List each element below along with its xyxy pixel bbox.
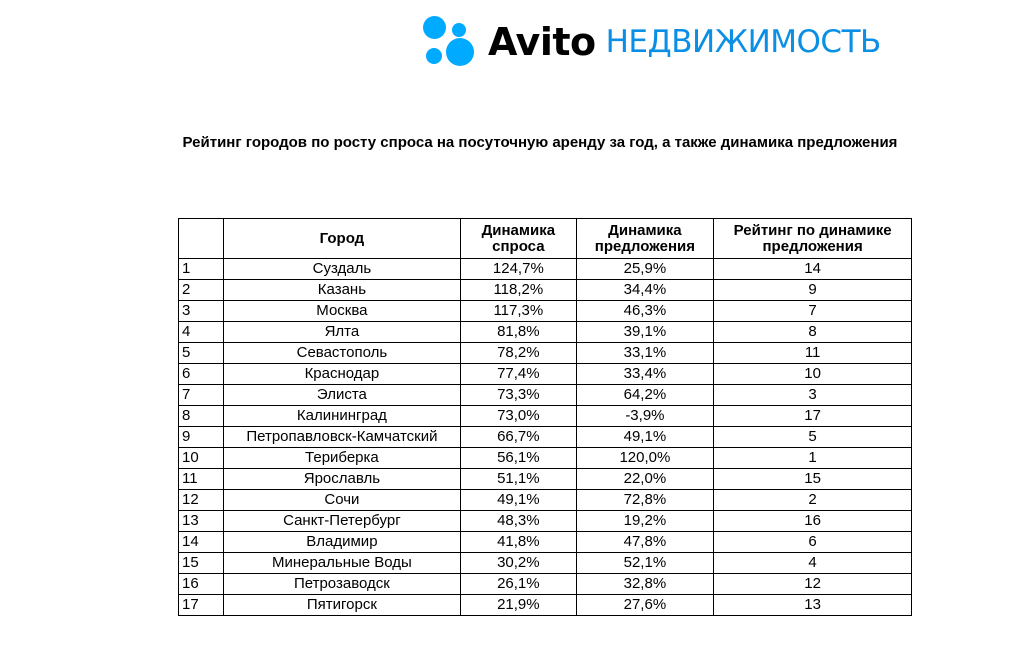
cell-supply: 39,1% <box>576 322 714 343</box>
cell-city: Петропавловск-Камчатский <box>223 427 460 448</box>
cell-supply: -3,9% <box>576 406 714 427</box>
cell-city: Санкт-Петербург <box>223 511 460 532</box>
cell-supply: 64,2% <box>576 385 714 406</box>
cell-supply-rank: 8 <box>714 322 912 343</box>
table-row <box>179 385 912 406</box>
cell-index: 3 <box>179 301 224 322</box>
cell-demand: 41,8% <box>461 532 577 553</box>
cell-supply: 33,1% <box>576 343 714 364</box>
cell-city: Ялта <box>223 322 460 343</box>
cell-demand: 73,3% <box>461 385 577 406</box>
cell-demand: 124,7% <box>461 259 577 280</box>
cell-supply-rank: 11 <box>714 343 912 364</box>
cell-supply-rank: 14 <box>714 259 912 280</box>
cell-demand: 26,1% <box>461 574 577 595</box>
cell-demand: 73,0% <box>461 406 577 427</box>
table-row <box>179 280 912 301</box>
cell-supply: 52,1% <box>576 553 714 574</box>
table-row <box>179 595 912 616</box>
cell-city: Петрозаводск <box>223 574 460 595</box>
table-row <box>179 469 912 490</box>
cell-supply-rank: 5 <box>714 427 912 448</box>
table-header-row <box>179 219 912 259</box>
cell-city: Суздаль <box>223 259 460 280</box>
cell-supply: 33,4% <box>576 364 714 385</box>
cell-supply-rank: 4 <box>714 553 912 574</box>
document-title: Рейтинг городов по росту спроса на посуточную аренду за год, а также динамика предложения <box>182 134 898 151</box>
cell-supply: 32,8% <box>576 574 714 595</box>
cell-index: 15 <box>179 553 224 574</box>
table-row <box>179 301 912 322</box>
cell-index: 6 <box>179 364 224 385</box>
cell-city: Казань <box>223 280 460 301</box>
cell-supply: 46,3% <box>576 301 714 322</box>
table-row <box>179 511 912 532</box>
cell-index: 1 <box>179 259 224 280</box>
cell-demand: 51,1% <box>461 469 577 490</box>
cell-index: 17 <box>179 595 224 616</box>
cell-index: 8 <box>179 406 224 427</box>
cell-demand: 30,2% <box>461 553 577 574</box>
city-rating-table <box>178 218 912 616</box>
cell-demand: 118,2% <box>461 280 577 301</box>
cell-supply: 34,4% <box>576 280 714 301</box>
cell-city: Москва <box>223 301 460 322</box>
cell-supply: 49,1% <box>576 427 714 448</box>
cell-index: 13 <box>179 511 224 532</box>
cell-supply-rank: 6 <box>714 532 912 553</box>
cell-supply: 22,0% <box>576 469 714 490</box>
cell-index: 4 <box>179 322 224 343</box>
cell-supply: 120,0% <box>576 448 714 469</box>
cell-supply-rank: 2 <box>714 490 912 511</box>
avito-dots-icon <box>422 14 478 70</box>
cell-index: 7 <box>179 385 224 406</box>
cell-demand: 81,8% <box>461 322 577 343</box>
cell-demand: 77,4% <box>461 364 577 385</box>
cell-demand: 48,3% <box>461 511 577 532</box>
cell-index: 16 <box>179 574 224 595</box>
cell-supply: 72,8% <box>576 490 714 511</box>
table-row <box>179 553 912 574</box>
table-row <box>179 574 912 595</box>
table-row <box>179 406 912 427</box>
table-row <box>179 448 912 469</box>
cell-city: Сочи <box>223 490 460 511</box>
cell-index: 12 <box>179 490 224 511</box>
cell-supply: 25,9% <box>576 259 714 280</box>
cell-supply: 19,2% <box>576 511 714 532</box>
table-row <box>179 343 912 364</box>
logo-subtitle: НЕДВИЖИМОСТЬ <box>605 24 881 60</box>
header-demand: Динамика спроса <box>461 219 577 259</box>
cell-supply: 27,6% <box>576 595 714 616</box>
table-row <box>179 532 912 553</box>
cell-demand: 78,2% <box>461 343 577 364</box>
cell-supply-rank: 13 <box>714 595 912 616</box>
cell-demand: 66,7% <box>461 427 577 448</box>
cell-index: 14 <box>179 532 224 553</box>
table-row <box>179 490 912 511</box>
cell-supply-rank: 17 <box>714 406 912 427</box>
avito-logo <box>422 14 881 70</box>
cell-demand: 117,3% <box>461 301 577 322</box>
cell-index: 2 <box>179 280 224 301</box>
cell-city: Владимир <box>223 532 460 553</box>
cell-city: Элиста <box>223 385 460 406</box>
cell-supply-rank: 9 <box>714 280 912 301</box>
header-supply-rank: Рейтинг по динамике предложения <box>714 219 912 259</box>
cell-supply: 47,8% <box>576 532 714 553</box>
cell-index: 10 <box>179 448 224 469</box>
cell-city: Пятигорск <box>223 595 460 616</box>
logo-brand: Avito <box>488 20 596 64</box>
cell-index: 9 <box>179 427 224 448</box>
cell-supply-rank: 16 <box>714 511 912 532</box>
cell-supply-rank: 12 <box>714 574 912 595</box>
cell-city: Ярославль <box>223 469 460 490</box>
cell-supply-rank: 1 <box>714 448 912 469</box>
header-city: Город <box>223 219 460 259</box>
cell-index: 11 <box>179 469 224 490</box>
cell-supply-rank: 7 <box>714 301 912 322</box>
table-row <box>179 259 912 280</box>
cell-demand: 21,9% <box>461 595 577 616</box>
table-row <box>179 364 912 385</box>
cell-index: 5 <box>179 343 224 364</box>
table-row <box>179 427 912 448</box>
header-index <box>179 219 224 259</box>
cell-city: Краснодар <box>223 364 460 385</box>
cell-city: Калининград <box>223 406 460 427</box>
cell-demand: 56,1% <box>461 448 577 469</box>
table-body <box>179 259 912 616</box>
cell-city: Минеральные Воды <box>223 553 460 574</box>
cell-supply-rank: 10 <box>714 364 912 385</box>
cell-city: Севастополь <box>223 343 460 364</box>
cell-supply-rank: 3 <box>714 385 912 406</box>
header-supply: Динамика предложения <box>576 219 714 259</box>
cell-supply-rank: 15 <box>714 469 912 490</box>
cell-city: Териберка <box>223 448 460 469</box>
cell-demand: 49,1% <box>461 490 577 511</box>
table-row <box>179 322 912 343</box>
